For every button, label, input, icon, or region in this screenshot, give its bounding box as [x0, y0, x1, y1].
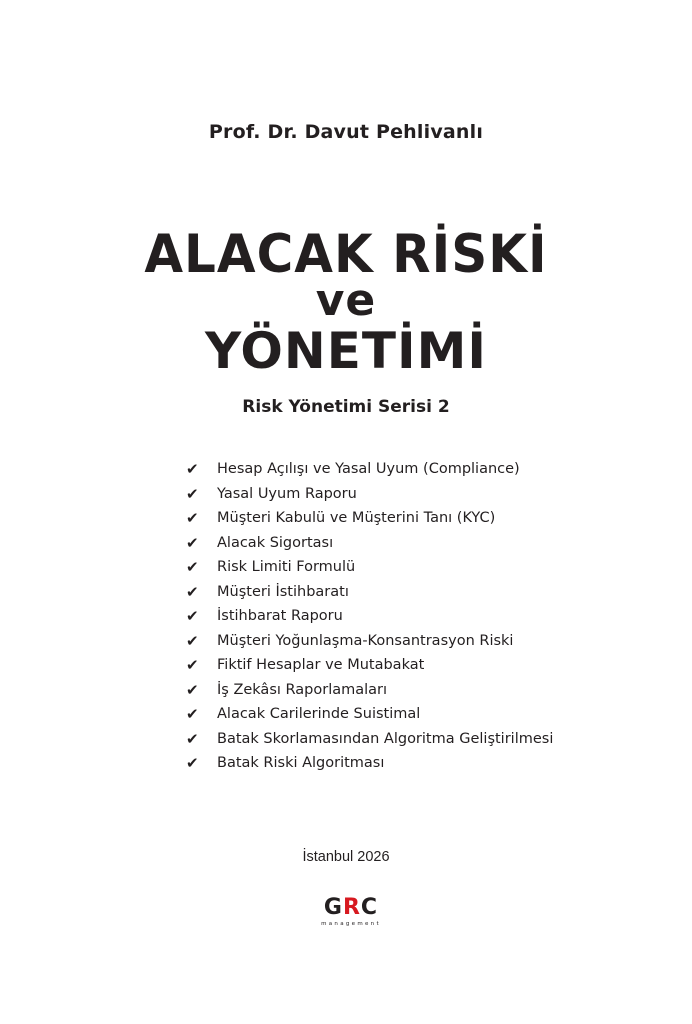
- list-item: [186, 727, 553, 752]
- topic-label: Yasal Uyum Raporu: [217, 485, 357, 502]
- topic-label: Müşteri Yoğunlaşma-Konsantrasyon Riski: [217, 632, 514, 649]
- topic-label: Batak Riski Algoritması: [217, 755, 385, 771]
- list-item: [186, 751, 553, 776]
- topic-label: Hesap Açılışı ve Yasal Uyum (Compliance): [217, 461, 520, 477]
- title-line-2: ve: [315, 275, 377, 326]
- check-mark-icon: ✔: [186, 705, 199, 723]
- topic-label: Risk Limiti Formulü: [217, 559, 356, 575]
- logo-letter-c: C: [360, 895, 379, 920]
- topic-label: Müşteri İstihbaratı: [217, 583, 349, 600]
- list-item: [186, 702, 553, 727]
- logo-letter-r: R: [342, 895, 361, 920]
- check-mark-icon: ✔: [186, 509, 199, 527]
- check-mark-icon: ✔: [186, 607, 199, 625]
- topic-label: Fiktif Hesaplar ve Mutabakat: [217, 657, 425, 673]
- check-mark-icon: ✔: [186, 533, 199, 552]
- check-mark-icon: ✔: [186, 558, 199, 576]
- topic-label: Alacak Carilerinde Suistimal: [217, 706, 421, 722]
- list-item: [186, 580, 553, 605]
- topics-list: [186, 457, 553, 776]
- author-name: Prof. Dr. Davut Pehlivanlı: [208, 121, 484, 143]
- place-and-year: İstanbul 2026: [302, 849, 390, 865]
- logo-wordmark: [319, 896, 383, 920]
- logo-letter-g: G: [323, 895, 343, 920]
- list-item: [186, 531, 553, 556]
- list-item: [186, 482, 553, 507]
- topic-label: Müşteri Kabulü ve Müşterini Tanı (KYC): [217, 510, 496, 526]
- list-item: [186, 506, 553, 531]
- topic-label: Batak Skorlamasından Algoritma Geliştirilmesi: [217, 730, 554, 747]
- check-mark-icon: ✔: [186, 460, 199, 478]
- check-mark-icon: ✔: [186, 484, 199, 503]
- list-item: [186, 678, 553, 703]
- topic-label: İstihbarat Raporu: [217, 608, 343, 624]
- check-mark-icon: ✔: [186, 680, 199, 699]
- topic-label: İş Zekâsı Raporlamaları: [217, 681, 388, 698]
- list-item: [186, 555, 553, 580]
- title-line-3: YÖNETİMİ: [205, 322, 487, 380]
- check-mark-icon: ✔: [186, 582, 199, 601]
- list-item: [186, 604, 553, 629]
- publisher-logo: [319, 896, 383, 936]
- check-mark-icon: ✔: [186, 656, 199, 674]
- list-item: [186, 653, 553, 678]
- series-subtitle: Risk Yönetimi Serisi 2: [242, 397, 450, 417]
- book-title: [0, 222, 692, 386]
- title-line-1: ALACAK RİSKİ: [144, 223, 548, 285]
- check-mark-icon: ✔: [186, 754, 199, 772]
- logo-tagline: management: [321, 921, 381, 927]
- check-mark-icon: ✔: [186, 631, 199, 650]
- topic-label: Alacak Sigortası: [217, 534, 334, 551]
- check-mark-icon: ✔: [186, 729, 199, 748]
- list-item: [186, 457, 553, 482]
- list-item: [186, 629, 553, 654]
